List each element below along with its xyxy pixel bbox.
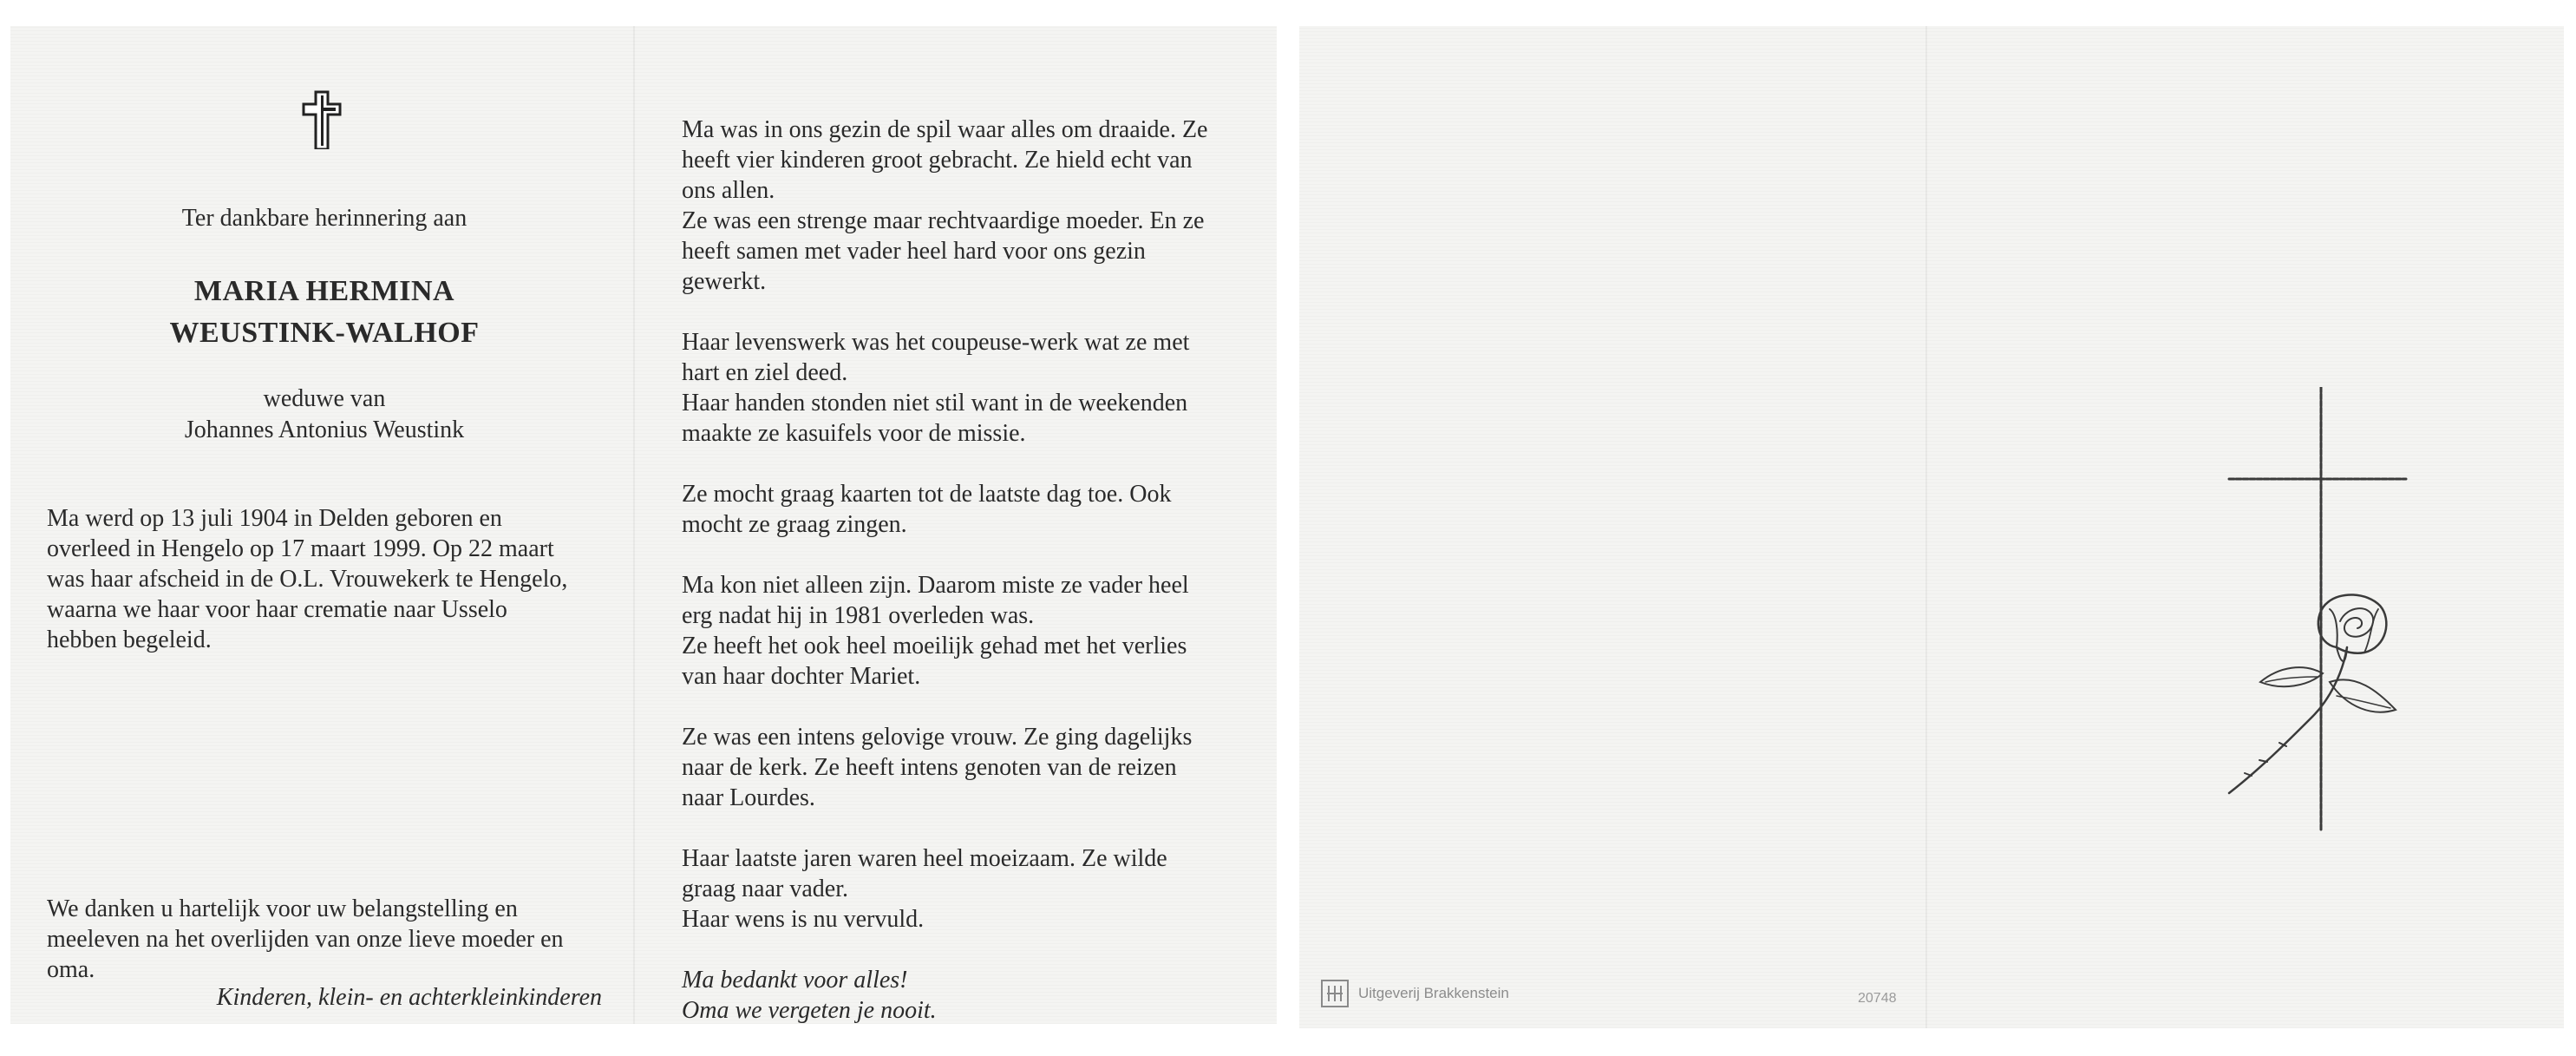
publisher-mark bbox=[1320, 979, 1509, 1008]
closing-words bbox=[682, 965, 1244, 1026]
print-code: 20748 bbox=[1858, 991, 1897, 1006]
text-line: maakte ze kasuifels voor de missie. bbox=[682, 420, 1026, 447]
story-paragraph bbox=[682, 722, 1244, 813]
publisher-name: Uitgeverij Brakkenstein bbox=[1358, 985, 1509, 1001]
cross-icon bbox=[47, 89, 602, 149]
text-line: Oma we vergeten je nooit. bbox=[682, 997, 937, 1024]
text-line: graag naar vader. bbox=[682, 876, 848, 902]
name-line: MARIA HERMINA bbox=[193, 275, 455, 307]
fold-line bbox=[1925, 26, 1927, 1028]
text-line: Ma werd op 13 juli 1904 in Delden geboren en bbox=[47, 505, 502, 532]
thanks-paragraph bbox=[47, 894, 602, 985]
text-line: ons allen. bbox=[682, 177, 775, 204]
text-line: Haar handen stonden niet stil want in de weekenden bbox=[682, 390, 1188, 416]
text-line: mocht ze graag zingen. bbox=[682, 511, 907, 538]
text-line: Haar wens is nu vervuld. bbox=[682, 906, 925, 933]
right-panel bbox=[682, 26, 1244, 1024]
left-panel bbox=[47, 26, 602, 1024]
text-line: hebben begeleid. bbox=[47, 626, 212, 653]
family-signature: Kinderen, klein- en achterkleinkinderen bbox=[216, 984, 602, 1011]
biography-intro bbox=[47, 503, 602, 655]
publisher-logo-icon bbox=[1320, 979, 1350, 1008]
widow-line: weduwe van bbox=[263, 385, 386, 412]
text-line: Haar levenswerk was het coupeuse-werk wat ze met bbox=[682, 329, 1190, 356]
widow-of bbox=[47, 384, 602, 446]
text-line: oma. bbox=[47, 956, 95, 983]
text-line: gewerkt. bbox=[682, 268, 767, 295]
text-line: Ze mocht graag kaarten tot de laatste dag toe. Ook bbox=[682, 481, 1172, 508]
deceased-name bbox=[47, 271, 602, 354]
text-line: heeft samen met vader heel hard voor ons gezin bbox=[682, 238, 1146, 265]
text-line: waarna we haar voor haar crematie naar Usselo bbox=[47, 596, 507, 623]
text-line: naar Lourdes. bbox=[682, 784, 815, 811]
story-paragraph bbox=[682, 115, 1244, 297]
dedication-heading: Ter dankbare herinnering aan bbox=[181, 205, 467, 232]
text-line: We danken u hartelijk voor uw belangstelling en bbox=[47, 895, 518, 922]
text-line: Ze heeft het ook heel moeilijk gehad met het verlies bbox=[682, 633, 1187, 659]
text-line: hart en ziel deed. bbox=[682, 359, 848, 386]
story-paragraph bbox=[682, 479, 1244, 540]
text-line: overleed in Hengelo op 17 maart 1999. Op 22 maart bbox=[47, 535, 554, 562]
life-story bbox=[682, 115, 1244, 1056]
cross-with-rose-icon bbox=[2226, 387, 2416, 838]
text-line: Ma kon niet alleen zijn. Daarom miste ze vader heel bbox=[682, 572, 1189, 599]
text-line: was haar afscheid in de O.L. Vrouwekerk te Hengelo, bbox=[47, 566, 568, 593]
memorial-card-outside bbox=[1299, 26, 2564, 1028]
text-line: van haar dochter Mariet. bbox=[682, 663, 921, 690]
text-line: naar de kerk. Ze heeft intens genoten van de reizen bbox=[682, 754, 1177, 781]
story-paragraph bbox=[682, 327, 1244, 449]
text-line: Haar laatste jaren waren heel moeizaam. Ze wilde bbox=[682, 845, 1167, 872]
story-paragraph bbox=[682, 570, 1244, 692]
text-line: Ze was een intens gelovige vrouw. Ze ging dagelijks bbox=[682, 724, 1193, 751]
text-line: erg nadat hij in 1981 overleden was. bbox=[682, 602, 1035, 629]
memorial-card-inside bbox=[10, 26, 1277, 1024]
name-line: WEUSTINK-WALHOF bbox=[169, 317, 480, 349]
widow-line: Johannes Antonius Weustink bbox=[184, 416, 465, 443]
text-line: meeleven na het overlijden van onze lieve moeder en bbox=[47, 926, 564, 953]
text-line: Ma was in ons gezin de spil waar alles om draaide. Ze bbox=[682, 116, 1208, 143]
text-line: heeft vier kinderen groot gebracht. Ze hield echt van bbox=[682, 147, 1193, 174]
text-line: Ma bedankt voor alles! bbox=[682, 967, 908, 994]
fold-line bbox=[633, 26, 635, 1024]
story-paragraph bbox=[682, 843, 1244, 935]
text-line: Ze was een strenge maar rechtvaardige moeder. En ze bbox=[682, 207, 1205, 234]
